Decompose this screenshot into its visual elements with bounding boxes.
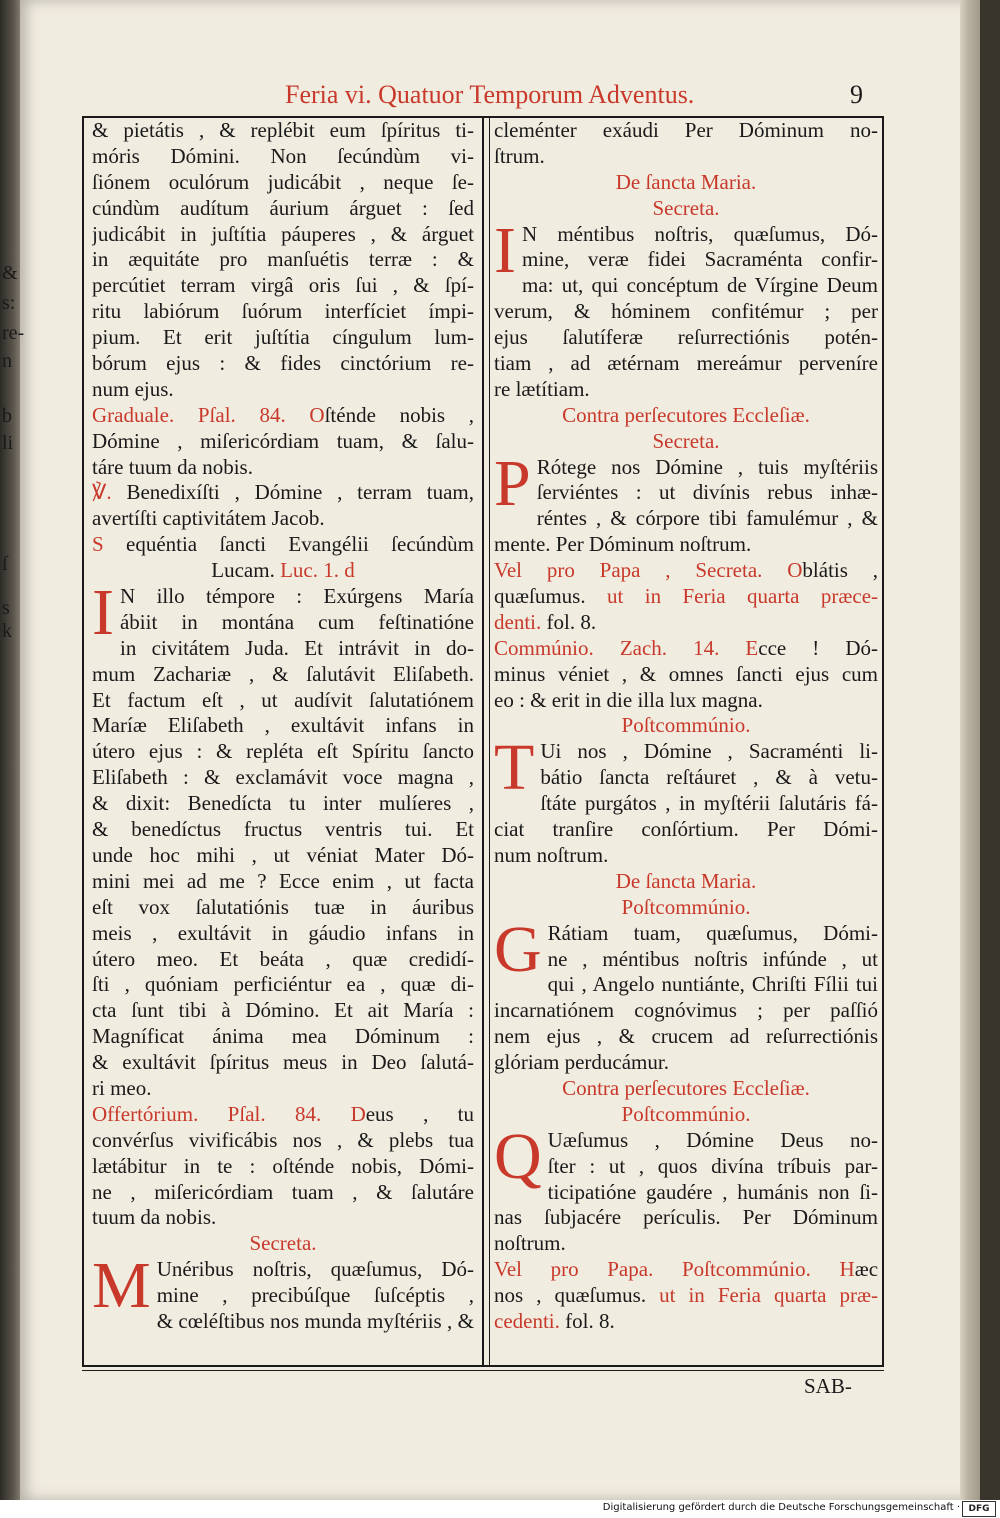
text-line: ri meo. bbox=[92, 1075, 152, 1100]
text-line: útero ejus : & repléta eſt Spíritu ſancto bbox=[92, 739, 474, 764]
graduale-line: táre tuum da nobis. bbox=[92, 454, 253, 479]
communio-first: cce ! Dó- bbox=[758, 635, 878, 660]
graduale-heading bbox=[92, 403, 474, 429]
pc1-block bbox=[494, 731, 878, 868]
right-top-text bbox=[494, 118, 878, 170]
offertorium-heading bbox=[92, 1102, 474, 1128]
graduale-label: Graduale. Pſal. 84. bbox=[92, 402, 286, 427]
versicle-line bbox=[92, 480, 474, 506]
text-line: & benedíctus fructus ventris tui. Et bbox=[92, 817, 474, 842]
offertorium-line: convérſus vivificábis nos , & plebs tua bbox=[92, 1127, 474, 1152]
text-line: qui , Angelo nuntiánte, Chriſti Fílii tui bbox=[547, 972, 878, 997]
text-line: in civitátem Juda. Et intrávit in do- bbox=[119, 635, 474, 660]
versicle-text: Benedixíſti , Dómine , terram tuam, bbox=[126, 480, 474, 505]
communio-label: Commúnio. Zach. 14. bbox=[494, 635, 720, 660]
offertorium-label: Offertórium. Pſal. 84. bbox=[92, 1101, 322, 1126]
vel-pro-papa-line bbox=[494, 584, 878, 610]
text-line: meis , exultávit in gáudio infans in bbox=[92, 920, 474, 945]
pc3-text bbox=[494, 1119, 878, 1257]
gospel-dropcap: I bbox=[92, 576, 114, 650]
secreta-dropcap: M bbox=[92, 1249, 151, 1323]
text-line: Uæſumus , Dómine Deus no- bbox=[547, 1127, 878, 1152]
text-line: re lætítiam. bbox=[494, 376, 590, 401]
versicle-mark: ℣. bbox=[92, 480, 112, 505]
s1-text bbox=[494, 213, 878, 403]
text-line: & dixit: Benedícta tu inter mulíeres , bbox=[92, 791, 474, 816]
margin-mark: re- bbox=[2, 322, 25, 344]
de-sancta-maria-heading: De ſancta Maria. bbox=[615, 169, 757, 194]
text-line: ejus ſalutíferæ reſurrectiónis potén- bbox=[494, 325, 878, 350]
pc2-block bbox=[494, 912, 878, 1076]
vel2-red: ut in Feria quarta præ- bbox=[659, 1283, 878, 1308]
offertorium-first: eus , tu bbox=[365, 1101, 474, 1126]
vel-pro-papa-line bbox=[494, 610, 878, 636]
sequentia-ref: Luc. 1. d bbox=[280, 558, 355, 583]
text-line: mum Zachariæ , & ſalutávit Eliſabeth. bbox=[92, 661, 474, 686]
footer-credit: Digitalisierung gefördert durch die Deutsche Forschungsgemeinschaft · bbox=[602, 1502, 960, 1513]
lesson-continuation bbox=[92, 118, 474, 403]
bottom-rule bbox=[82, 1370, 884, 1371]
text-line: útero meo. Et beáta , quæ credidí- bbox=[92, 946, 474, 971]
vel-pro-papa-line bbox=[494, 1309, 878, 1335]
page-edge bbox=[960, 0, 980, 1500]
sequentia-line bbox=[92, 558, 474, 584]
margin-mark: s bbox=[2, 597, 10, 619]
margin-mark: & bbox=[2, 262, 18, 284]
text-line: N illo témpore : Exúrgens María bbox=[119, 584, 474, 609]
left-column bbox=[92, 118, 474, 1335]
gospel-block bbox=[92, 576, 474, 1102]
text-line: réntes , & córpore tibi famulémur , & bbox=[536, 506, 878, 531]
gospel-text bbox=[92, 576, 474, 1102]
vel2-text: æc bbox=[854, 1257, 878, 1282]
vel1-initial: O bbox=[787, 558, 803, 583]
communio-line: minus véniet , & omnes ſancti ejus cum bbox=[494, 661, 878, 686]
text-line: cta ſunt tibi à Dómino. Et ait María : bbox=[92, 998, 474, 1023]
vel-pro-papa-label: Vel pro Papa , Secreta. bbox=[494, 558, 763, 583]
text-line: bátio ſancta reſtáuret , & à vetu- bbox=[540, 765, 878, 790]
offertorium-line: tuum da nobis. bbox=[92, 1205, 217, 1230]
text-line: verum, & hóminem confitémur ; per bbox=[494, 299, 878, 324]
text-line: ſti , quóniam perficiéntur ea , quæ di- bbox=[92, 972, 474, 997]
sequentia-lucam: Lucam. bbox=[211, 558, 275, 583]
vel-pro-papa-label: Vel pro Papa. Poſtcommúnio. bbox=[494, 1257, 811, 1282]
text-line: in æquitáte pro manſuétis terræ : & bbox=[92, 247, 474, 272]
text-line: ma: ut, qui concéptum de Vírgine Deum bbox=[521, 273, 878, 298]
text-line: judicábit in juſtítia páuperes , & árguet bbox=[92, 221, 474, 246]
margin-mark: li bbox=[2, 432, 14, 454]
vel2-red3: cedenti. bbox=[494, 1308, 560, 1333]
secreta-block bbox=[92, 1249, 474, 1335]
s2-dropcap: P bbox=[494, 446, 531, 520]
pc2-text bbox=[494, 912, 878, 1076]
text-line: unde hoc mihi , ut véniat Mater Dó- bbox=[92, 842, 474, 867]
vel-pro-papa-line bbox=[494, 1257, 878, 1283]
contra-heading: Contra perſecutores Eccleſiæ. bbox=[562, 1075, 810, 1100]
vel1-fol: fol. 8. bbox=[546, 609, 597, 634]
vel1-text2: quæſumus. bbox=[494, 584, 586, 609]
page-header bbox=[0, 76, 1000, 112]
column-divider-inner bbox=[489, 116, 490, 1367]
margin-mark: s: bbox=[2, 292, 16, 314]
text-line: mine, veræ fidei Sacraménta confir- bbox=[521, 247, 878, 272]
page-number: 9 bbox=[850, 80, 863, 109]
text-line: Rátiam tuam, quæſumus, Dómi- bbox=[547, 920, 878, 945]
text-line: & cœléſtibus nos munda myſtériis , & bbox=[156, 1308, 474, 1333]
text-line: mente. Per Dóminum noſtrum. bbox=[494, 532, 752, 557]
catchword: SAB- bbox=[804, 1374, 852, 1398]
communio-initial: E bbox=[745, 635, 759, 660]
vel2-text2: nos , quæſumus. bbox=[494, 1283, 647, 1308]
pc1-dropcap: T bbox=[494, 731, 535, 805]
dfg-logo: DFG bbox=[962, 1501, 996, 1517]
sequentia-heading bbox=[92, 532, 474, 558]
running-title: Feria vi. Quatuor Temporum Adventus. bbox=[285, 80, 695, 109]
text-line: ritu labiórum ſuórum interfíciet ímpi- bbox=[92, 299, 474, 324]
offertorium-line: ne , miſericórdiam tuam , & ſalutáre bbox=[92, 1179, 474, 1204]
vel-pro-papa-line bbox=[494, 558, 878, 584]
s1-dropcap: I bbox=[494, 213, 516, 287]
footer bbox=[0, 1500, 1000, 1518]
secreta-heading: Secreta. bbox=[652, 195, 720, 220]
column-divider bbox=[482, 116, 484, 1367]
secreta-maria-block bbox=[494, 213, 878, 403]
margin-mark: b bbox=[2, 405, 12, 427]
text-line: pium. Et erit juſtítia cíngulum lum- bbox=[92, 325, 474, 350]
text-line: ticipatióne gaudére , humánis non ſi- bbox=[547, 1179, 878, 1204]
postcommunio-heading: Poſtcommúnio. bbox=[621, 894, 751, 919]
s2-text bbox=[494, 446, 878, 559]
text-line: noſtrum. bbox=[494, 1231, 566, 1256]
book-spine bbox=[0, 0, 25, 1500]
text-line: ſiónem oculórum judicábit , neque ſe- bbox=[92, 169, 474, 194]
vel-pro-papa-line bbox=[494, 1283, 878, 1309]
de-sancta-maria-heading: De ſancta Maria. bbox=[615, 868, 757, 893]
text-line: móris Dómini. Non ſecúndùm vi- bbox=[92, 143, 474, 168]
text-line: ne , méntibus noſtris infúnde , ut bbox=[547, 946, 878, 971]
offertorium-line: lætábitur in te : oſténde nobis, Dómi- bbox=[92, 1153, 474, 1178]
text-line: & exultávit ſpíritus meus in Deo ſalutá- bbox=[92, 1050, 474, 1075]
pc1-text bbox=[494, 731, 878, 868]
text-line: Maríæ Eliſabeth , exultávit infans in bbox=[92, 713, 474, 738]
text-line: num ejus. bbox=[92, 376, 174, 401]
text-line: num noſtrum. bbox=[494, 842, 609, 867]
text-line: cleménter exáudi Per Dóminum no- bbox=[494, 118, 878, 142]
text-line: bórum ejus : & fides cinctórium re- bbox=[92, 351, 474, 376]
secreta-heading: Secreta. bbox=[652, 428, 720, 453]
text-line: mini mei ad me ? Ecce enim , ut facta bbox=[92, 868, 474, 893]
graduale-initial: O bbox=[309, 402, 325, 427]
text-line: ſtáte purgátos , in myſtérii ſalutáris fá- bbox=[540, 791, 878, 816]
text-line: incarnatiónem cognóvimus ; per paſſió bbox=[494, 998, 878, 1023]
pc3-block bbox=[494, 1119, 878, 1257]
vel1-red3: denti. bbox=[494, 609, 542, 634]
vel1-text: blátis , bbox=[802, 558, 878, 583]
secreta-contra-block bbox=[494, 446, 878, 559]
text-line: ſter : ut , quos divína tríbuis par- bbox=[547, 1153, 878, 1178]
sequentia-initial: S bbox=[92, 532, 104, 557]
text-line: Ui nos , Dómine , Sacraménti li- bbox=[540, 739, 878, 764]
text-line: tiam , ad ætérnam mereámur perveníre bbox=[494, 351, 878, 376]
text-line: Rótege nos Dómine , tuis myſtériis bbox=[536, 454, 878, 479]
postcommunio-heading: Poſtcommúnio. bbox=[621, 1101, 751, 1126]
text-line: ábiit in montána cum feſtinatióne bbox=[119, 609, 474, 634]
offertorium-initial: D bbox=[350, 1101, 366, 1126]
graduale-line: Dómine , miſericórdiam tuam, & ſalu- bbox=[92, 428, 474, 453]
margin-mark: k bbox=[2, 620, 12, 642]
versicle-line: avertíſti captivitátem Jacob. bbox=[92, 506, 325, 531]
text-line: ſerviéntes : ut divínis rebus inhæ- bbox=[536, 480, 878, 505]
text-line: Et factum eſt , ut audívit ſalutatiónem bbox=[92, 687, 474, 712]
text-line: percútiet terram virgâ oris ſui , & ſpí- bbox=[92, 273, 474, 298]
text-line: N méntibus noſtris, quæſumus, Dó- bbox=[521, 221, 878, 246]
contra-heading: Contra perſecutores Eccleſiæ. bbox=[562, 402, 810, 427]
vel2-initial: H bbox=[839, 1257, 855, 1282]
text-line: eſt vox ſalutatiónis tuæ in áuribus bbox=[92, 894, 474, 919]
sequentia-text: equéntia ſancti Evangélii ſecúndùm bbox=[126, 532, 474, 557]
pc2-dropcap: G bbox=[494, 912, 542, 986]
offertorium-text bbox=[92, 1128, 474, 1232]
postcommunio-heading: Poſtcommúnio. bbox=[621, 713, 751, 738]
right-column bbox=[494, 118, 878, 1335]
text-line: ſtrum. bbox=[494, 143, 545, 168]
text-line: & pietátis , & replébit eum ſpíritus ti- bbox=[92, 118, 474, 142]
text-line: ciat tranſire conſórtium. Per Dómi- bbox=[494, 817, 878, 842]
text-line: nas ſubjacére perículis. Per Dóminum bbox=[494, 1205, 878, 1230]
text-line: mine , precibúſque ſuſcéptis , bbox=[156, 1283, 474, 1308]
communio-line: eo : & erit in die illa lux magna. bbox=[494, 687, 763, 712]
margin-mark: ſ bbox=[2, 553, 8, 575]
text-line: Magníficat ánima mea Dóminum : bbox=[92, 1024, 474, 1049]
margin-mark: n bbox=[2, 350, 12, 372]
text-line: glóriam perducámur. bbox=[494, 1050, 669, 1075]
text-line: nem ejus , & crucem ad reſurrectiónis bbox=[494, 1024, 878, 1049]
pc3-dropcap: Q bbox=[494, 1119, 542, 1193]
vel1-red: ut in Feria quarta præce- bbox=[607, 584, 878, 609]
text-line: Unéribus noſtris, quæſumus, Dó- bbox=[156, 1257, 474, 1282]
graduale-first: ſténde nobis , bbox=[324, 402, 474, 427]
communio-heading bbox=[494, 636, 878, 662]
vel2-fol: fol. 8. bbox=[565, 1308, 615, 1333]
text-line: cúndùm audítum áurium árguet : ſed bbox=[92, 195, 474, 220]
text-line: Eliſabeth : & exclamávit voce magna , bbox=[92, 765, 474, 790]
secreta-heading: Secreta. bbox=[249, 1231, 317, 1256]
